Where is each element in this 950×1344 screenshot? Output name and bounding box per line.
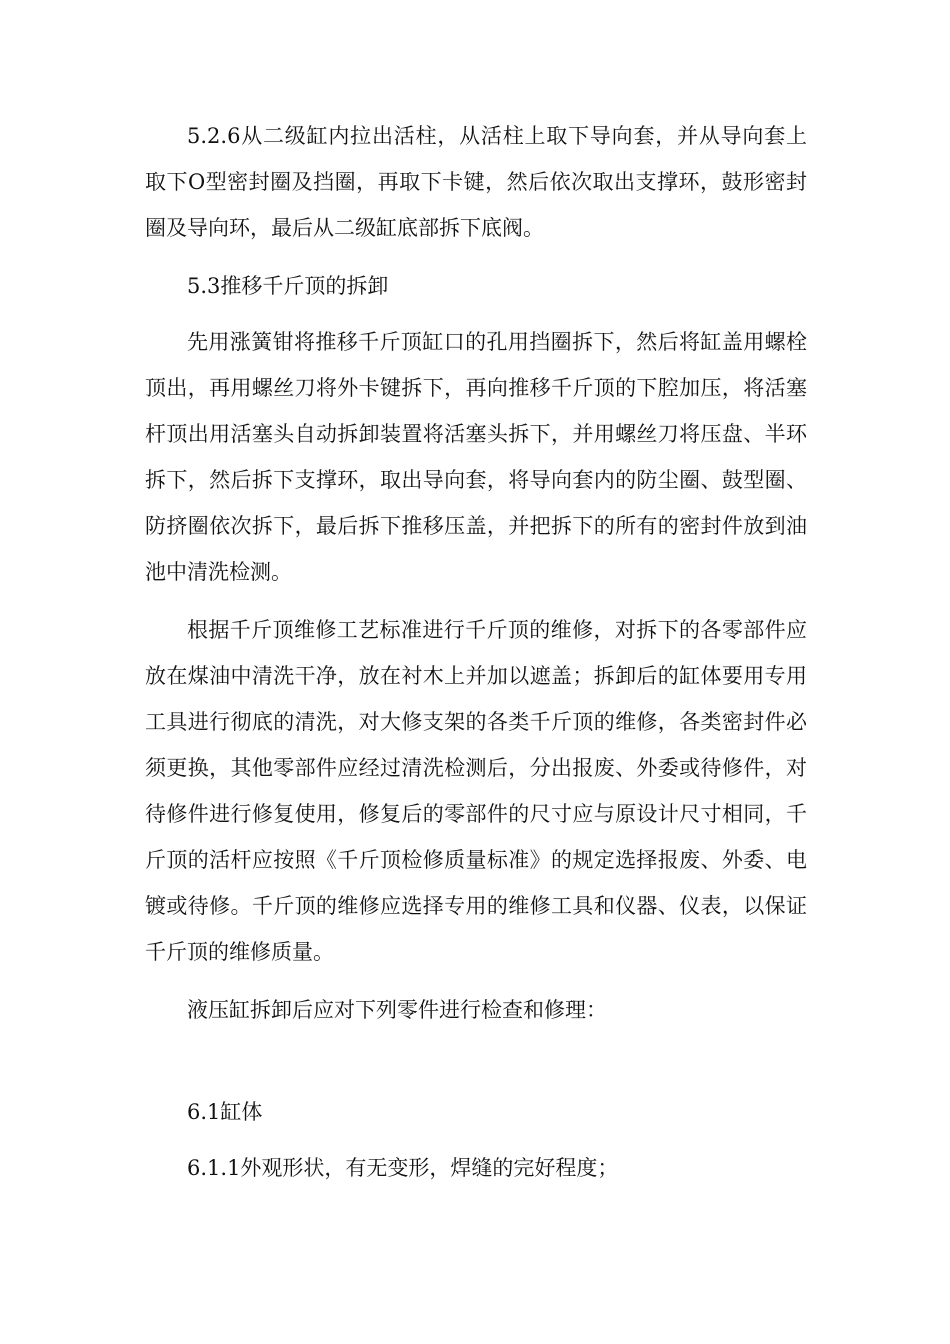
paragraph-disassembly-steps: 先用涨簧钳将推移千斤顶缸口的孔用挡圈拆下，然后将缸盖用螺栓顶出，再用螺丝刀将外卡键拆下，再向推移千斤顶的下腔加压，将活塞杆顶出用活塞头自动拆卸装置将活塞头拆下，并用螺丝刀将压盘、半环拆下，然后拆下支撑环，取出导向套，将导向套内的防尘圈、鼓型圈、防挤圈依次拆下，最后拆下推移压盖，并把拆下的所有的密封件放到油池中清洗检测。: [145, 330, 807, 584]
blank-spacer: [145, 1045, 807, 1089]
section-heading-5-3: 5.3推移千斤顶的拆卸: [187, 274, 389, 298]
paragraph-inspection-intro: 液压缸拆卸后应对下列零件进行检查和修理：: [187, 998, 607, 1022]
paragraph-5-2-6: 5.2.6从二级缸内拉出活柱，从活柱上取下导向套，并从导向套上取下O型密封圈及挡圈，再取下卡键，然后依次取出支撑环，鼓形密封圈及导向环，最后从二级缸底部拆下底阀。: [145, 124, 807, 240]
paragraph-6-1-1: 6.1.1外观形状，有无变形，焊缝的完好程度；: [187, 1156, 619, 1180]
document-body: [145, 113, 807, 1203]
paragraph-maintenance-standard: 根据千斤顶维修工艺标准进行千斤顶的维修，对拆下的各零部件应放在煤油中清洗干净，放在衬木上并加以遮盖；拆卸后的缸体要用专用工具进行彻底的清洗，对大修支架的各类千斤顶的维修，各类密封件必须更换，其他零部件应经过清洗检测后，分出报废、外委或待修件，对待修件进行修复使用，修复后的零部件的尺寸应与原设计尺寸相同，千斤顶的活杆应按照《千斤顶检修质量标准》的规定选择报废、外委、电镀或待修。千斤顶的维修应选择专用的维修工具和仪器、仪表，以保证千斤顶的维修质量。: [145, 618, 807, 964]
section-heading-6-1: 6.1缸体: [187, 1100, 263, 1124]
